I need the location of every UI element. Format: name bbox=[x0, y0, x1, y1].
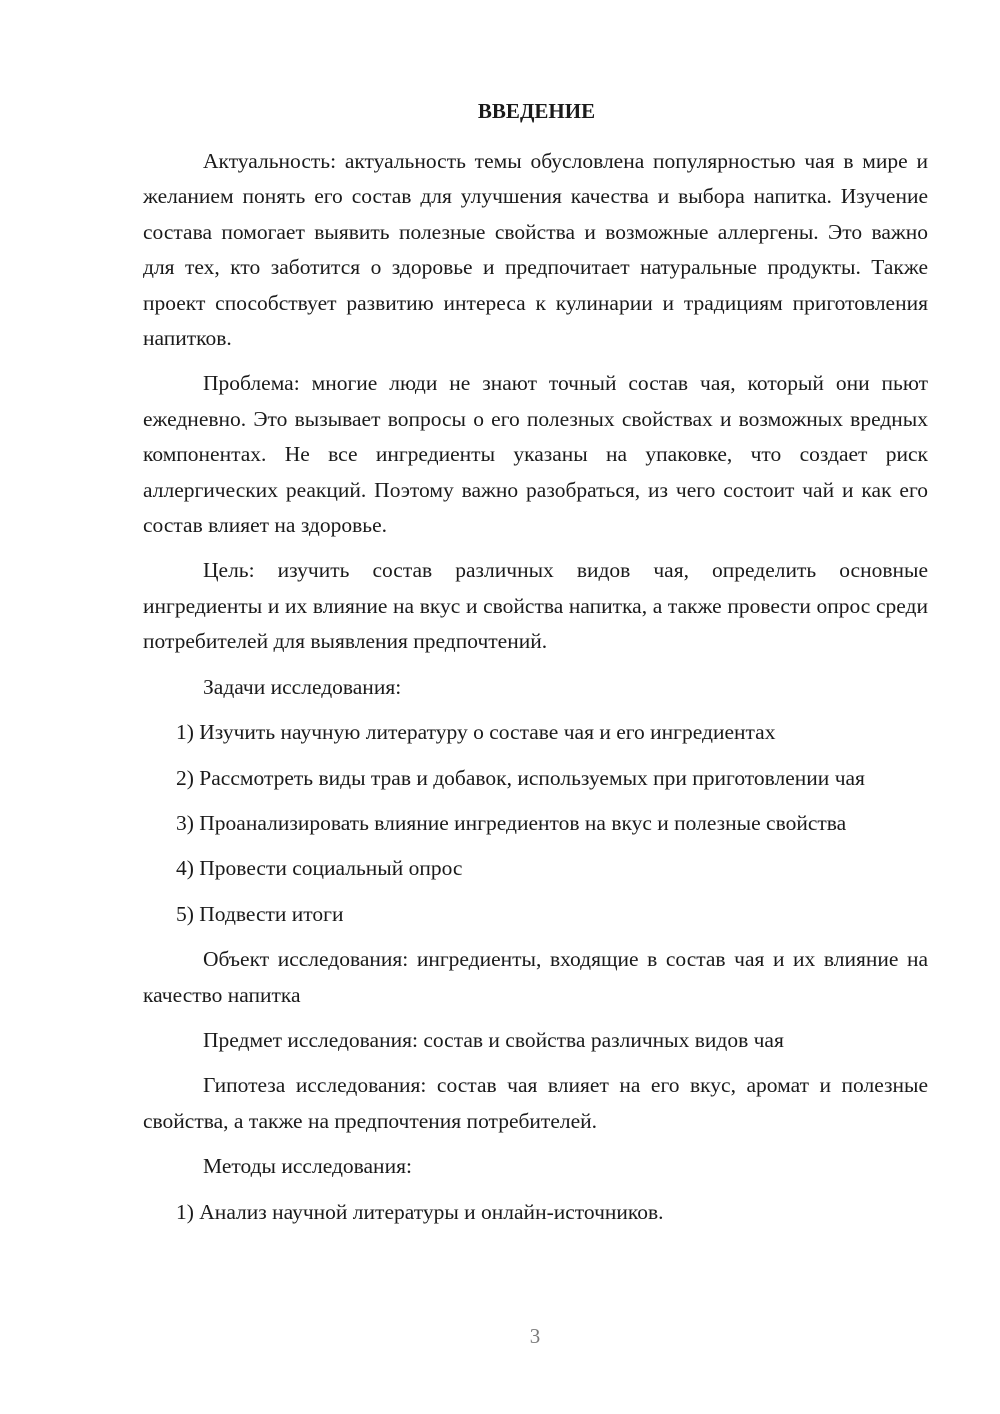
method-item-1: 1) Анализ научной литературы и онлайн-источников. bbox=[176, 1199, 664, 1224]
task-item-2: 2) Рассмотреть виды трав и добавок, используемых при приготовлении чая bbox=[176, 765, 865, 790]
task-item-1: 1) Изучить научную литературу о составе чая и его ингредиентах bbox=[176, 720, 776, 745]
methods-heading: Методы исследования: bbox=[203, 1154, 412, 1179]
relevance-paragraph: Актуальность: актуальность темы обусловлена популярностью чая в мире и желанием понять его состав для улучшения качества и выбора напитка. Изучение состава помогает выявить полезные свойства и возможные аллергены. Это важно для тех, кто заботится о здоровье и предпочитает натуральные продукты. Также проект способствует развитию интереса к кулинарии и традициям приготовления напитков. bbox=[143, 149, 928, 351]
tasks-heading: Задачи исследования: bbox=[203, 674, 402, 699]
hypothesis-paragraph: Гипотеза исследования: состав чая влияет на его вкус, аромат и полезные свойства, а также на предпочтения потребителей. bbox=[143, 1073, 928, 1133]
document-page bbox=[143, 96, 928, 1240]
subject-paragraph: Предмет исследования: состав и свойства различных видов чая bbox=[203, 1027, 784, 1052]
object-paragraph: Объект исследования: ингредиенты, входящие в состав чая и их влияние на качество напитка bbox=[143, 947, 928, 1007]
section-heading: ВВЕДЕНИЕ bbox=[477, 99, 596, 123]
goal-paragraph: Цель: изучить состав различных видов чая, определить основные ингредиенты и их влияние на вкус и свойства напитка, а также провести опрос среди потребителей для выявления предпочтений. bbox=[143, 558, 928, 654]
task-item-5: 5) Подвести итоги bbox=[176, 901, 344, 926]
page-number: 3 bbox=[529, 1324, 541, 1348]
task-item-4: 4) Провести социальный опрос bbox=[176, 856, 463, 881]
task-item-3: 3) Проанализировать влияние ингредиентов на вкус и полезные свойства bbox=[176, 810, 847, 835]
problem-paragraph: Проблема: многие люди не знают точный состав чая, который они пьют ежедневно. Это вызывает вопросы о его полезных свойствах и возможных вредных компонентах. Не все ингредиенты указаны на упаковке, что создает риск аллергических реакций. Поэтому важно разобраться, из чего состоит чай и как его состав влияет на здоровье. bbox=[143, 371, 928, 538]
